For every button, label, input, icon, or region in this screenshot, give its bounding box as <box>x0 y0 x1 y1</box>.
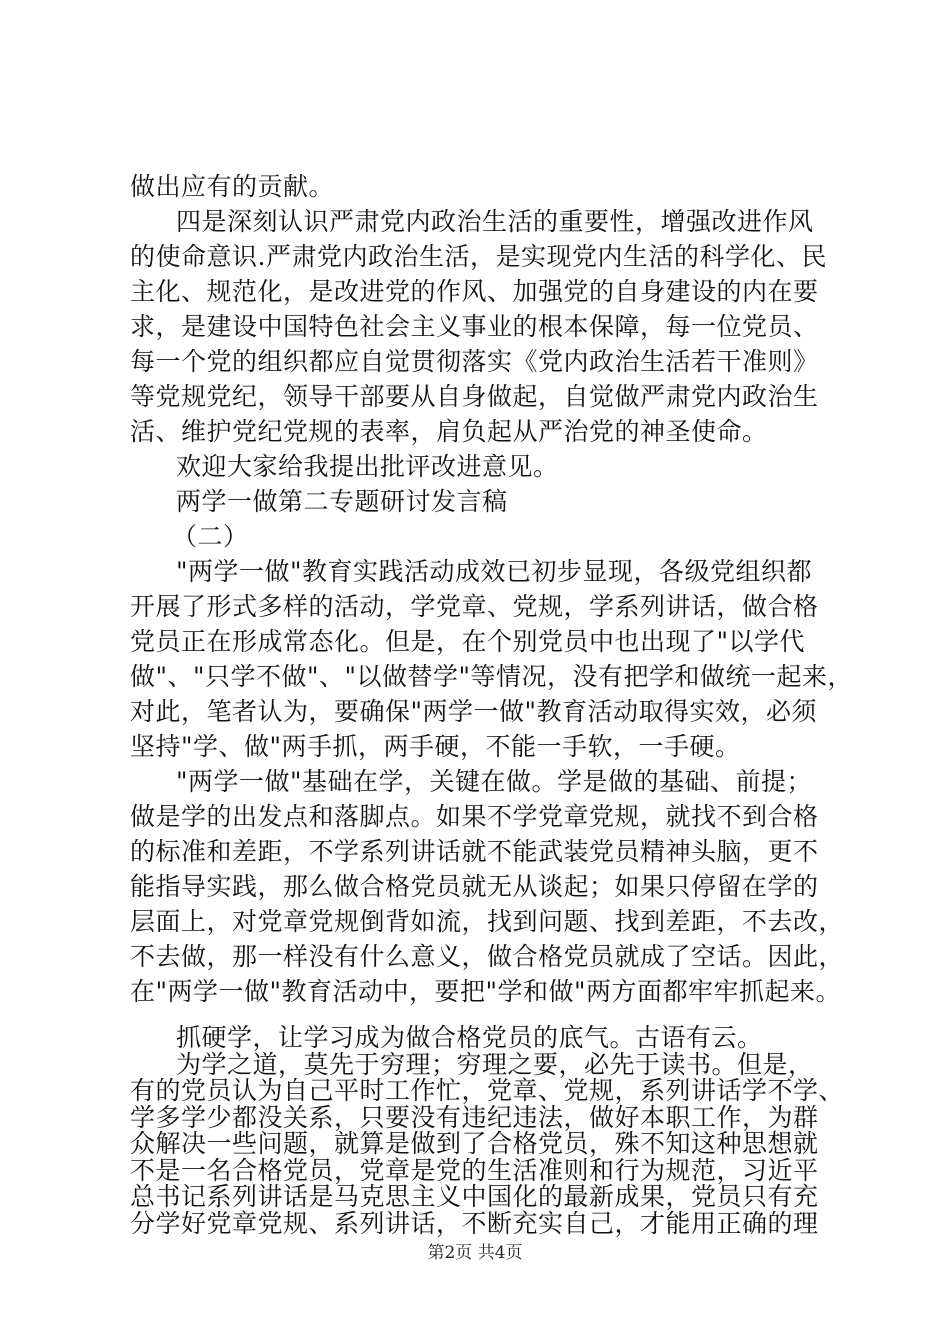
text-line: 不是一名合格党员，党章是党的生活准则和行为规范，习近平 <box>130 1156 819 1185</box>
paragraph-first-line: 抓硬学，让学习成为做合格党员的底气。古语有云。 <box>176 1023 763 1052</box>
text-line: 层面上，对党章党规倒背如流，找到问题、找到差距，不去改， <box>130 907 845 936</box>
page-footer: 第2页 共4页 <box>427 1243 523 1263</box>
document-title: 两学一做第二专题研讨发言稿 <box>176 487 508 516</box>
text-line: 学多学少都没关系，只要没有违纪违法，做好本职工作，为群 <box>130 1103 819 1132</box>
text-line: 做"、"只学不做"、"以做替学"等情况，没有把学和做统一起来， <box>130 662 853 691</box>
text-line: 分学好党章党规、系列讲话，不断充实自己，才能用正确的理 <box>130 1209 819 1238</box>
text-line: 等党规党纪，领导干部要从自身做起，自觉做严肃党内政治生 <box>130 382 819 411</box>
text-line: 不去做，那一样没有什么意义，做合格党员就成了空话。因此， <box>130 942 845 971</box>
text-line: 能指导实践，那么做合格党员就无从谈起；如果只停留在学的 <box>130 872 819 901</box>
text-line: 总书记系列讲话是马克思主义中国化的最新成果，党员只有充 <box>130 1182 819 1211</box>
text-line: 活、维护党纪党规的表率，肩负起从严治党的神圣使命。 <box>130 417 768 446</box>
text-line: 每一个党的组织都应自觉贯彻落实《党内政治生活若干准则》 <box>130 347 819 376</box>
paragraph-first-line: "两学一做"教育实践活动成效已初步显现，各级党组织都 <box>176 557 813 586</box>
text-line: 在"两学一做"教育活动中，要把"学和做"两方面都牢牢抓起来。 <box>130 977 841 1006</box>
text-line: 的标准和差距，不学系列讲话就不能武装党员精神头脑，更不 <box>130 837 819 866</box>
text-line: 对此，笔者认为，要确保"两学一做"教育活动取得实效，必须 <box>130 697 818 726</box>
text-line: 做是学的出发点和落脚点。如果不学党章党规，就找不到合格 <box>130 802 819 831</box>
text-line: 做出应有的贡献。 <box>130 172 335 201</box>
paragraph-first-line: "两学一做"基础在学，关键在做。学是做的基础、前提； <box>176 767 813 796</box>
text-line: 求，是建设中国特色社会主义事业的根本保障，每一位党员、 <box>130 312 819 341</box>
closing-remark: 欢迎大家给我提出批评改进意见。 <box>176 452 559 481</box>
paragraph-first-line: 四是深刻认识严肃党内政治生活的重要性，增强改进作风 <box>176 207 814 236</box>
text-line: 党员正在形成常态化。但是，在个别党员中也出现了"以学代 <box>130 627 806 656</box>
text-line: 众解决一些问题，就算是做到了合格党员，殊不知这种思想就 <box>130 1129 819 1158</box>
text-line: 开展了形式多样的活动，学党章、党规，学系列讲话，做合格 <box>130 592 819 621</box>
text-line: 的使命意识.严肃党内政治生活，是实现党内生活的科学化、民 <box>130 242 827 271</box>
text-line: 坚持"学、做"两手抓，两手硬，不能一手软，一手硬。 <box>130 732 741 761</box>
paragraph-first-line: 为学之道，莫先于穷理；穷理之要，必先于读书。但是， <box>176 1050 814 1079</box>
text-line: 有的党员认为自己平时工作忙，党章、党规，系列讲话学不学、 <box>130 1076 845 1105</box>
section-number: （二） <box>172 522 249 551</box>
text-line: 主化、规范化，是改进党的作风、加强党的自身建设的内在要 <box>130 277 819 306</box>
